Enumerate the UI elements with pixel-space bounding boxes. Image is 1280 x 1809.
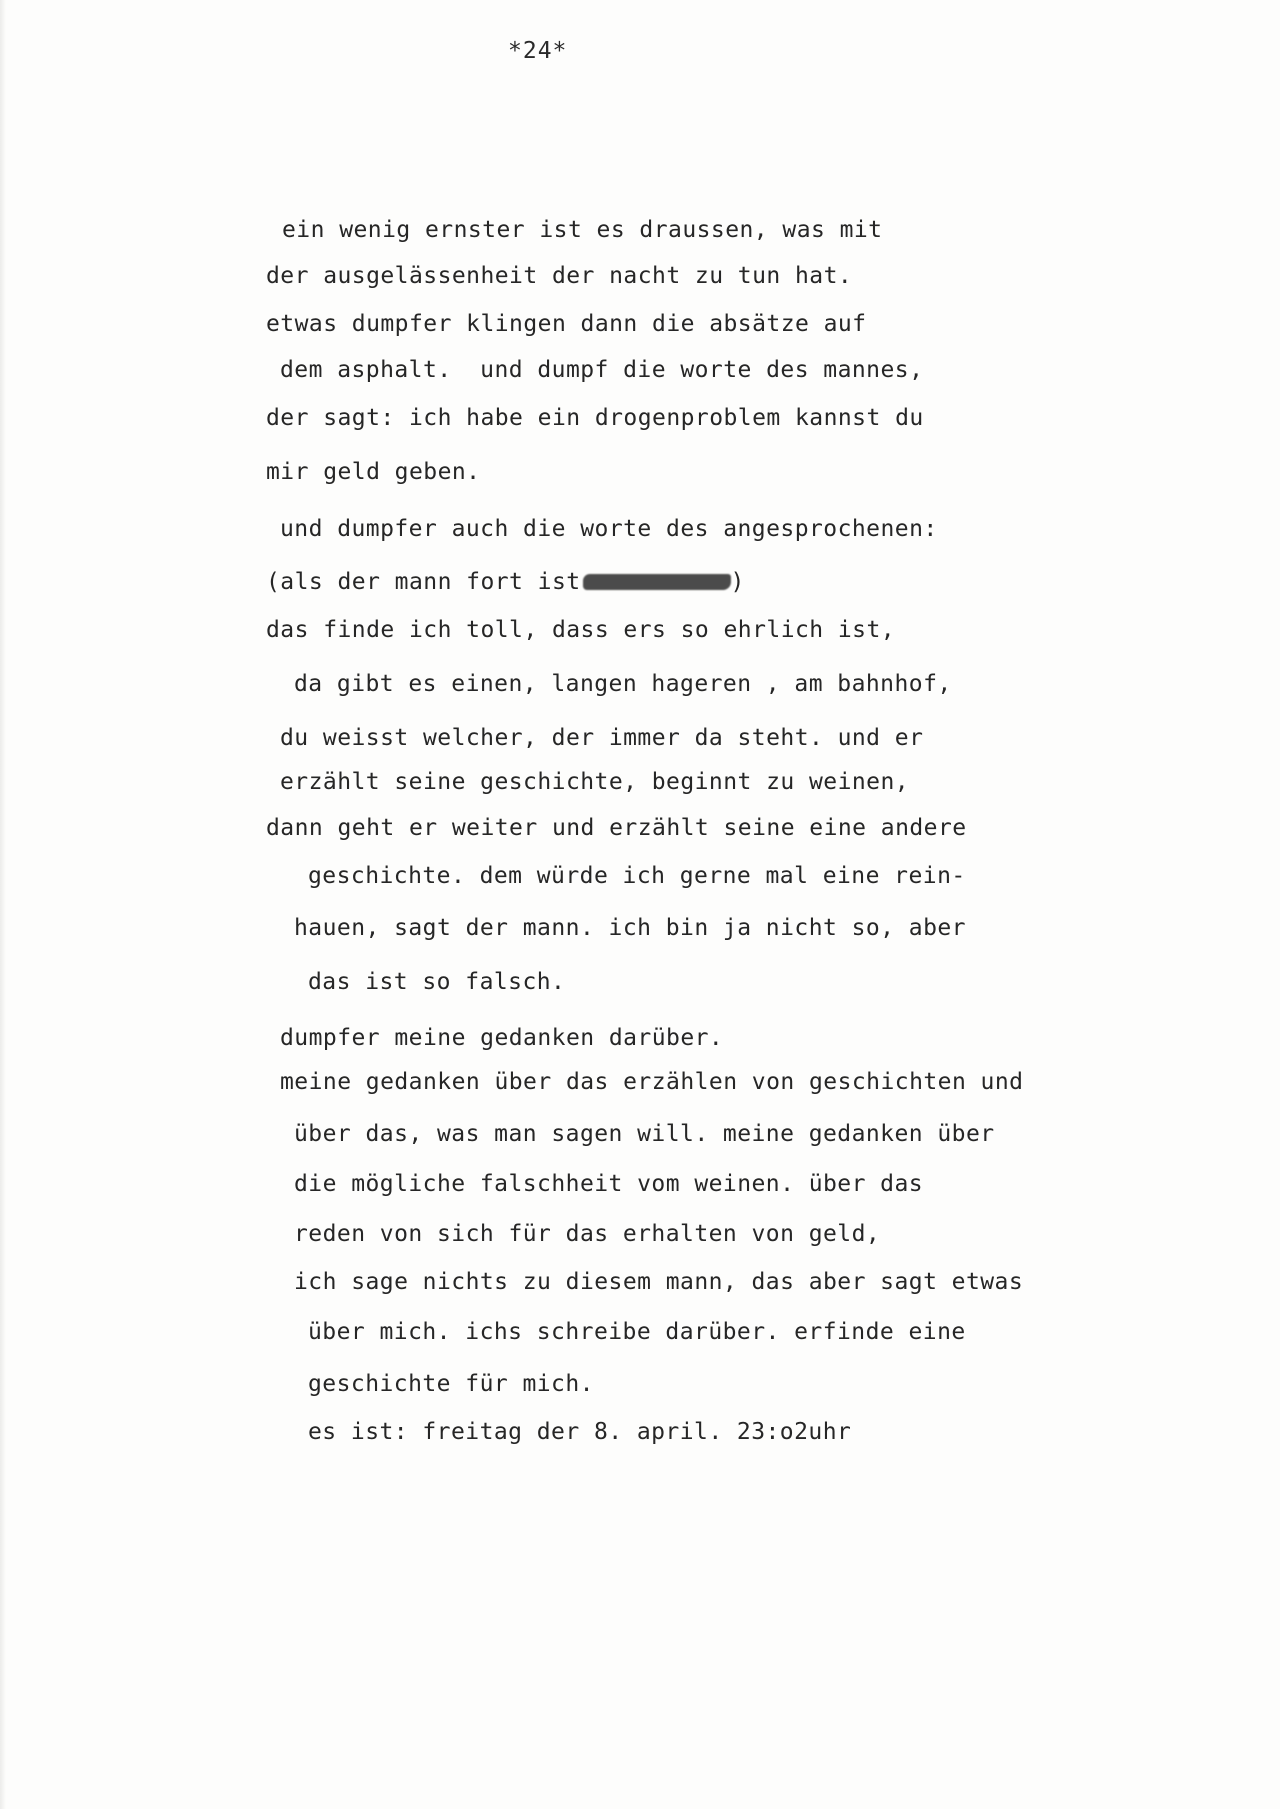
text-line-6: mir geld geben. [266, 459, 481, 485]
text-line-8-close: ) [730, 569, 745, 595]
text-line-25: es ist: freitag der 8. april. 23:o2uhr [308, 1419, 852, 1445]
text-line-18: meine gedanken über das erzählen von geschichten und [280, 1069, 1024, 1095]
text-line-23: über mich. ichs schreibe darüber. erfinde eine [308, 1319, 966, 1345]
page-number: *24* [508, 38, 568, 64]
text-line-8-start: (als der mann fort ist [266, 569, 581, 595]
text-line-12: erzählt seine geschichte, beginnt zu weinen, [280, 769, 910, 795]
text-line-11: du weisst welcher, der immer da steht. und er [280, 725, 924, 751]
text-line-4: dem asphalt. und dumpf die worte des mannes, [280, 357, 924, 383]
text-line-5: der sagt: ich habe ein drogenproblem kannst du [266, 405, 924, 431]
text-line-24: geschichte für mich. [308, 1371, 594, 1397]
text-line-1: ein wenig ernster ist es draussen, was mit [282, 217, 883, 243]
text-line-13: dann geht er weiter und erzählt seine eine andere [266, 815, 967, 841]
text-line-16: das ist so falsch. [308, 969, 566, 995]
text-line-14: geschichte. dem würde ich gerne mal eine rein- [308, 863, 966, 889]
text-line-10: da gibt es einen, langen hageren , am bahnhof, [294, 671, 952, 697]
redaction-mark [583, 574, 731, 590]
text-line-9: das finde ich toll, dass ers so ehrlich ist, [266, 617, 896, 643]
text-line-3: etwas dumpfer klingen dann die absätze auf [266, 311, 867, 337]
text-line-7: und dumpfer auch die worte des angesprochenen: [280, 516, 938, 542]
text-line-15: hauen, sagt der mann. ich bin ja nicht so, aber [294, 915, 966, 941]
text-line-21: reden von sich für das erhalten von geld, [294, 1221, 881, 1247]
text-line-19: über das, was man sagen will. meine gedanken über [294, 1121, 995, 1147]
text-line-17: dumpfer meine gedanken darüber. [280, 1025, 724, 1051]
text-line-8 [266, 568, 745, 596]
text-line-20: die mögliche falschheit vom weinen. über das [294, 1171, 924, 1197]
text-line-2: der ausgelässenheit der nacht zu tun hat. [266, 263, 853, 289]
text-line-22: ich sage nichts zu diesem mann, das aber sagt etwas [294, 1269, 1024, 1295]
page-edge-shadow [0, 0, 6, 1809]
